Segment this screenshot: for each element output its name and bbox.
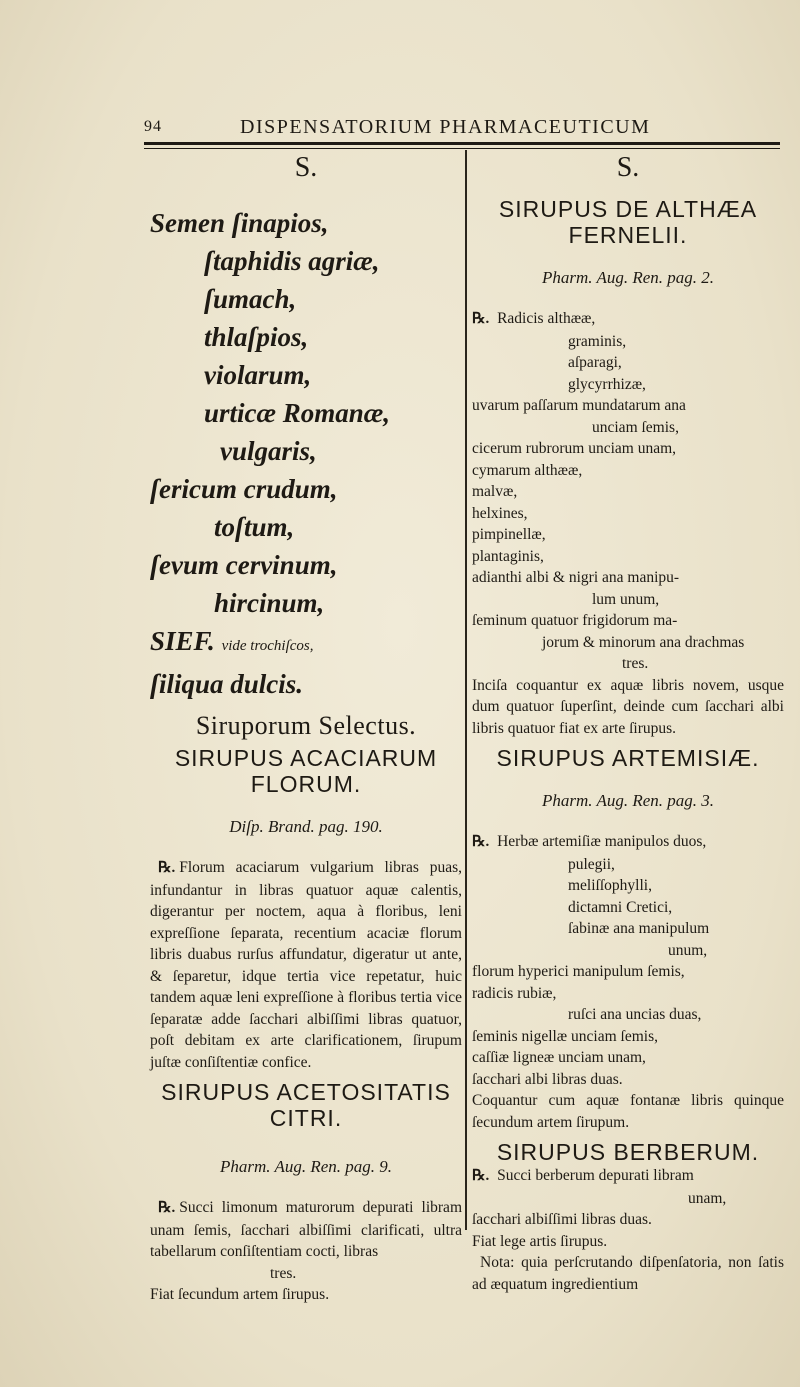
column-divider (465, 150, 467, 1230)
recipe-line-text: Herbæ artemiſiæ manipulos duos, (497, 833, 707, 850)
recipe-line: pimpinellæ, (472, 526, 546, 543)
list-item: ſericum crudum, (150, 474, 338, 504)
recipe-line-text: Radicis althææ, (497, 310, 596, 327)
recipe-title-cont: FERNELII. (568, 222, 688, 248)
page-number: 94 (144, 118, 162, 135)
right-column (472, 150, 784, 1295)
recipe-line: graminis, (568, 332, 627, 350)
recipe-line: ſacchari albiſſimi libras duas. (472, 1211, 652, 1228)
recipe-line-text: Succi berberum depurati libram (497, 1167, 694, 1184)
list-item: ſtaphidis agriæ, (204, 246, 380, 276)
list-item: vulgaris, (220, 436, 317, 466)
list-item: urticæ Romanæ, (204, 398, 391, 428)
list-item: thlaſpios, (204, 322, 309, 352)
left-column (150, 150, 462, 1306)
recipe-note: Nota: quia perſcrutando diſpenſatoria, non ſatis ad æquatum ingredientium (472, 1254, 784, 1293)
recipe-title: SIRUPUS BERBERUM. (496, 1139, 760, 1165)
recipe-text (150, 857, 462, 1073)
recipe-line: unciam ſemis, (592, 418, 679, 436)
recipe-line: lum unum, (592, 590, 660, 608)
recipe-body: Florum acaciarum vulgarium libras puas, infundantur in libras quatuor aquæ calentis, digerantur per noctem, aqua à floribus, leni expreſſione ſeparata, recentium acaciæ florum libris duabus rurſus affundatur, digeratur ut ante, & ſeparetur, idque tertia vice repetatur, huic tandem aquæ leni expreſſione à floribus tertia vice ſeparatæ adde ſacchari albiſſimi libras quatuor, poſt debitam ex arte clarificationem, ſirupum juſtæ conſiſtentiæ confice. (150, 859, 462, 1071)
recipe-title: SIRUPUS ACACIARUM (174, 745, 438, 771)
recipe-line: ſabinæ ana manipulum (568, 920, 710, 937)
recipe-line: dictamni Cretici, (568, 898, 673, 916)
recipe-line: jorum & minorum ana drachmas (542, 633, 745, 651)
header-rule (144, 142, 780, 145)
list-item: ſevum cervinum, (150, 550, 338, 580)
recipe-line: tres. (622, 655, 649, 672)
list-item (150, 622, 462, 665)
recipe-line: ruſci ana uncias duas, (568, 1006, 702, 1023)
index-list (150, 204, 462, 703)
list-item-ref: vide trochiſcos, (221, 638, 314, 654)
recipe-line: pulegii, (568, 855, 615, 873)
list-item: toſtum, (214, 512, 295, 542)
recipe-text (150, 1197, 462, 1263)
recipe-reference: Pharm. Aug. Ren. pag. 2. (541, 268, 715, 287)
recipe-title: SIRUPUS ACETOSITATIS (161, 1079, 451, 1105)
recipe-line (472, 831, 784, 854)
recipe-line: caſſiæ ligneæ unciam unam, (472, 1049, 646, 1066)
recipe-line: uvarum paſſarum mundatarum ana (472, 397, 686, 414)
recipe-line: florum hyperici manipulum ſemis, (472, 963, 685, 980)
recipe-title: SIRUPUS ARTEMISIÆ. (496, 745, 760, 771)
list-item: violarum, (204, 360, 312, 390)
recipe-line (472, 1165, 784, 1188)
running-title: DISPENSATORIUM PHARMACEUTICUM (240, 116, 651, 138)
recipe-line (472, 308, 784, 331)
list-item: Semen ſinapios, (150, 208, 329, 238)
recipe-reference: Diſp. Brand. pag. 190. (229, 817, 383, 836)
recipe-symbol: ℞. (158, 860, 176, 876)
recipe-text: Inciſa coquantur ex aquæ libris novem, usque dum quatuor ſuperſint, deinde cum ſacchari albi libris quatuor fiat ex arte ſirupus. (472, 676, 784, 737)
recipe-symbol: ℞. (472, 1168, 490, 1184)
recipe-line: radicis rubiæ, (472, 984, 557, 1002)
recipe-reference: Pharm. Aug. Ren. pag. 3. (541, 791, 715, 810)
recipe-line: tres. (270, 1264, 297, 1282)
list-item: hircinum, (214, 588, 325, 618)
recipe-symbol: ℞. (472, 311, 490, 327)
recipe-line: adianthi albi & nigri ana manipu- (472, 569, 680, 586)
list-item: ſumach, (204, 284, 297, 314)
recipe-body: Succi limonum maturorum depurati libram unam ſemis, ſacchari albiſſimi clarificati, ultra tabellarum conſiſtentiam cocti, libras (150, 1199, 462, 1260)
recipe-line: plantaginis, (472, 547, 544, 565)
recipe-line: helxines, (472, 504, 528, 522)
recipe-line: glycyrrhizæ, (568, 375, 646, 393)
recipe-line: Fiat lege artis ſirupus. (472, 1232, 608, 1250)
recipe-line: aſparagi, (568, 354, 622, 371)
recipe-line: cymarum althææ, (472, 461, 583, 479)
recipe-line: cicerum rubrorum unciam unam, (472, 440, 677, 457)
recipe-line: Fiat ſecundum artem ſirupus. (150, 1286, 330, 1303)
recipe-reference: Pharm. Aug. Ren. pag. 9. (219, 1157, 393, 1176)
recipe-line: ſeminis nigellæ unciam ſemis, (472, 1027, 658, 1045)
section-letter-left: S. (294, 152, 318, 183)
list-item-head: SIEF. (150, 626, 215, 656)
section-letter-right: S. (616, 152, 640, 183)
recipe-line: meliſſophylli, (568, 877, 652, 894)
section-title: Siruporum Selectus. (195, 711, 417, 740)
recipe-line: malvæ, (472, 483, 518, 500)
recipe-title: SIRUPUS DE ALTHÆA (498, 196, 758, 222)
recipe-title-cont: CITRI. (269, 1105, 343, 1131)
header-rule-thin (144, 148, 780, 149)
recipe-line: unam, (688, 1189, 727, 1207)
recipe-line: ſeminum quatuor frigidorum ma- (472, 612, 678, 629)
recipe-line: unum, (668, 941, 708, 959)
recipe-line: ſacchari albi libras duas. (472, 1070, 623, 1088)
recipe-title-cont: FLORUM. (250, 771, 362, 797)
recipe-symbol: ℞. (472, 834, 490, 850)
recipe-text: Coquantur cum aquæ fontanæ libris quinque ſecundum artem ſirupum. (472, 1092, 784, 1131)
recipe-symbol: ℞. (158, 1200, 176, 1216)
list-item: ſiliqua dulcis. (150, 669, 304, 699)
